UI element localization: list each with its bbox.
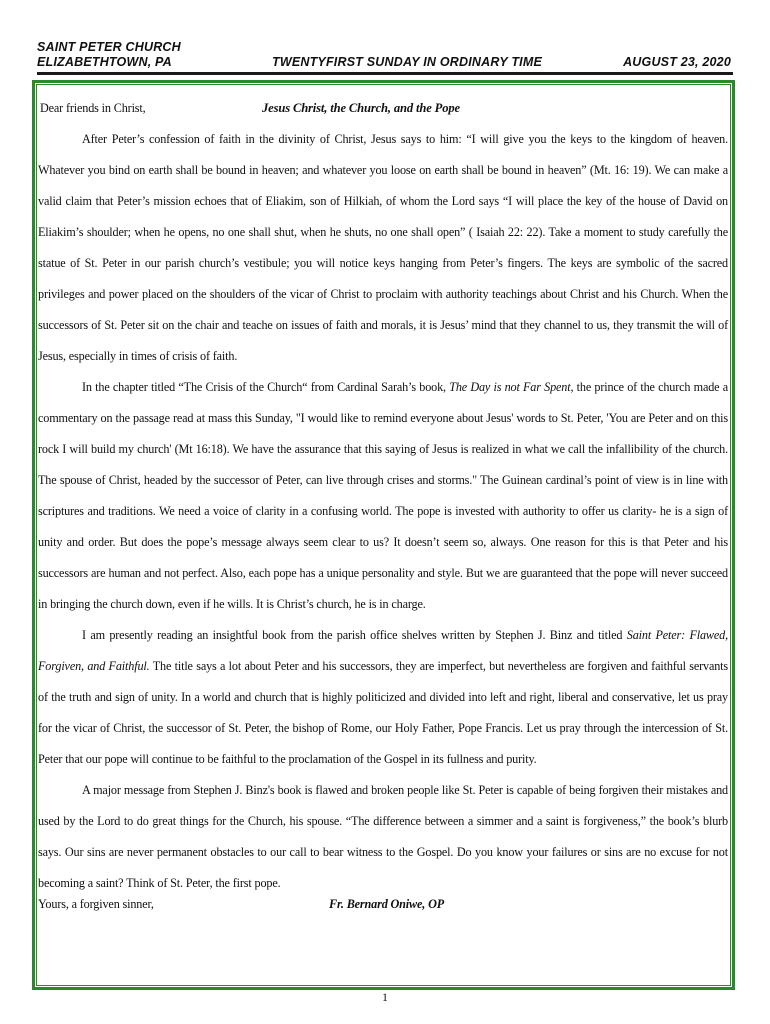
letter-title: Jesus Christ, the Church, and the Pope — [262, 101, 460, 115]
paragraph-1: After Peter’s confession of faith in the divinity of Christ, Jesus says to him: “I will give you the keys to the kingdom of heaven. Whatever you bind on earth shall be bound in heaven; and whatever you loose on earth shall be bound in heaven” (Mt. 16: 19). We can make a valid claim that Peter’s mission echoes that of Eliakim, son of Hilkiah, of whom the Lord says “I will place the key of the house of David on Eliakim’s shoulder; when he opens, no one shall shut, when he shuts, no one shall open” ( Isaiah 22: 22). Take a moment to study carefully the statue of St. Peter in our parish church’s vestibule; you will notice keys hanging from Peter’s fingers. The keys are symbolic of the sacred privileges and power placed on the shoulders of the vicar of Christ to proclaim with authority teachings about Christ and his Church. When the successors of St. Peter sit on the chair and teache on issues of faith and morals, it is Jesus’ mind that they channel to us, they transmit the will of Jesus, especially in times of crisis of faith. — [38, 132, 728, 363]
church-location: ELIZABETHTOWN, PA — [37, 55, 172, 69]
book-title-binz: Saint Peter: Flawed, Forgiven, and Faithful. — [38, 628, 729, 673]
closing: Yours, a forgiven sinner, — [38, 897, 154, 911]
liturgical-occasion: TWENTYFIRST SUNDAY IN ORDINARY TIME — [272, 55, 542, 69]
paragraph-2-intro: In the chapter titled “The Crisis of the Church“ from Cardinal Sarah’s book, — [82, 380, 450, 394]
paragraph-3-body: The title says a lot about Peter and his successors, they are imperfect, but nevertheless are forgiven and faithful servants of the truth and sign of unity. In a world and church that is highly politicized and divided into left and right, liberal and conservative, let us pray for the vicar of Christ, the successor of St. Peter, the bishop of Rome, our Holy Father, Pope Francis. Let us pray through the intercession of St. Peter that our pope will continue to be faithful to the proclamation of the Gospel in its fullness and purity. — [38, 659, 728, 766]
paragraph-4: A major message from Stephen J. Binz's book is flawed and broken people like St. Peter is capable of being forgiven their mistakes and used by the Lord to do great things for the Church, his spouse. “The difference between a simmer and a saint is forgiveness,” the book’s blurb says. Our sins are never permanent obstacles to our call to bear witness to the Gospel. Do you know your failures or sins are no excuse for not becoming a saint? Think of St. Peter, the first pope. — [38, 783, 728, 890]
header-rule — [37, 72, 733, 75]
signature: Fr. Bernard Oniwe, OP — [329, 897, 445, 911]
letter-body — [38, 93, 728, 920]
bulletin-date: AUGUST 23, 2020 — [623, 55, 731, 69]
page-number: 1 — [382, 990, 388, 1004]
paragraph-3 — [38, 620, 728, 775]
book-title-cardinal-sarah: The Day is not Far Spent — [449, 380, 571, 394]
page-header — [37, 40, 733, 70]
paragraph-2 — [38, 372, 728, 620]
paragraph-2-body: , the prince of the church made a commentary on the passage read at mass this Sunday, "I would like to remind everyone about Jesus' words to St. Peter, 'You are Peter and on this rock I will build my church' (Mt 16:18). We have the assurance that this saying of Jesus is realized in what we call the infallibility of the church. The spouse of Christ, headed by the successor of Peter, can live through crises and storms." The Guinean cardinal’s point of view is in line with scriptures and traditions. We need a voice of clarity in a confusing world. The pope is invested with authority to offer us clarity- he is a sign of unity and order. But does the pope’s message always seem clear to us? It doesn’t seem so, always. One reason for this is that Peter and his successors are human and not perfect. Also, each pope has a unique personality and style. But we are guaranteed that the pope will never succeed in bringing the church down, even if he wills. It is Christ’s church, he is in charge. — [38, 380, 728, 611]
greeting: Dear friends in Christ, — [40, 101, 146, 115]
church-name: SAINT PETER CHURCH — [37, 40, 181, 54]
paragraph-3-intro: I am presently reading an insightful book from the parish office shelves written by Stephen J. Binz and titled — [82, 628, 627, 642]
